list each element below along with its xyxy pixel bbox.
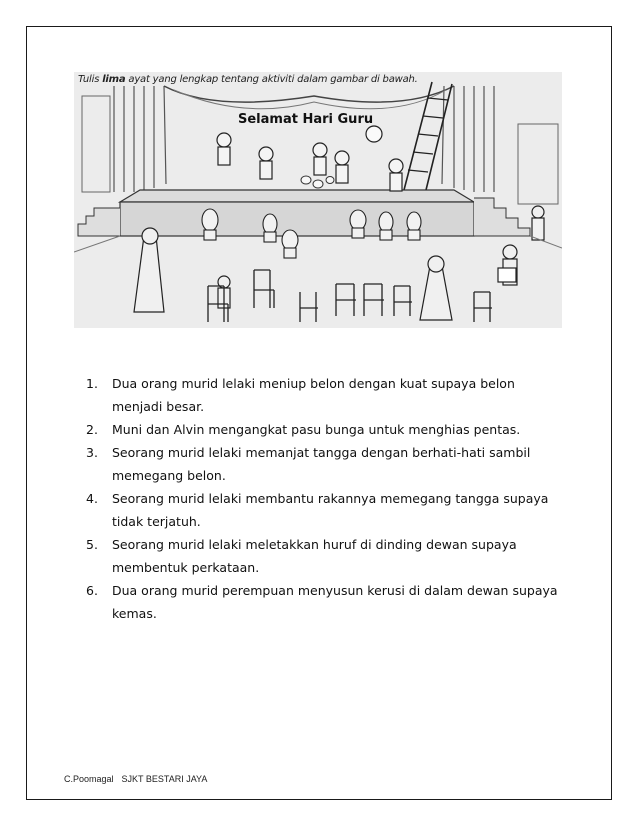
answer-number: 3. [86,445,98,460]
worksheet-illustration [74,72,562,328]
answer-text: Dua orang murid perempuan menyusun kerusi di dalam dewan supaya kemas. [112,583,558,621]
answer-text: Muni dan Alvin mengangkat pasu bunga untuk menghias pentas. [112,422,521,437]
instruction-suffix: ayat yang lengkap tentang aktiviti dalam gambar di bawah. [125,74,418,85]
answer-item [86,533,566,579]
instruction-bold-word: lima [102,74,126,85]
answer-item [86,441,566,487]
instruction-prefix: Tulis [78,74,103,85]
answer-item [86,487,566,533]
page-footer [64,774,207,784]
answer-number: 4. [86,491,98,506]
answer-number: 6. [86,583,98,598]
instruction-text [78,74,418,85]
stage-banner-text: Selamat Hari Guru [238,112,374,127]
answer-item [86,372,566,418]
answer-text: Dua orang murid lelaki meniup belon dengan kuat supaya belon menjadi besar. [112,376,515,414]
answer-item [86,418,566,441]
stage-scene-drawing [74,72,562,328]
answer-number: 5. [86,537,98,552]
answer-number: 1. [86,376,98,391]
answer-number: 2. [86,422,98,437]
answer-item [86,579,566,625]
answer-text: Seorang murid lelaki meletakkan huruf di dinding dewan supaya membentuk perkataan. [112,537,517,575]
footer-school: SJKT BESTARI JAYA [121,774,208,784]
answer-text: Seorang murid lelaki memanjat tangga dengan berhati-hati sambil memegang belon. [112,445,531,483]
footer-author: C.Poomagal [64,774,114,784]
answer-text: Seorang murid lelaki membantu rakannya memegang tangga supaya tidak terjatuh. [112,491,549,529]
answer-list [86,372,566,625]
